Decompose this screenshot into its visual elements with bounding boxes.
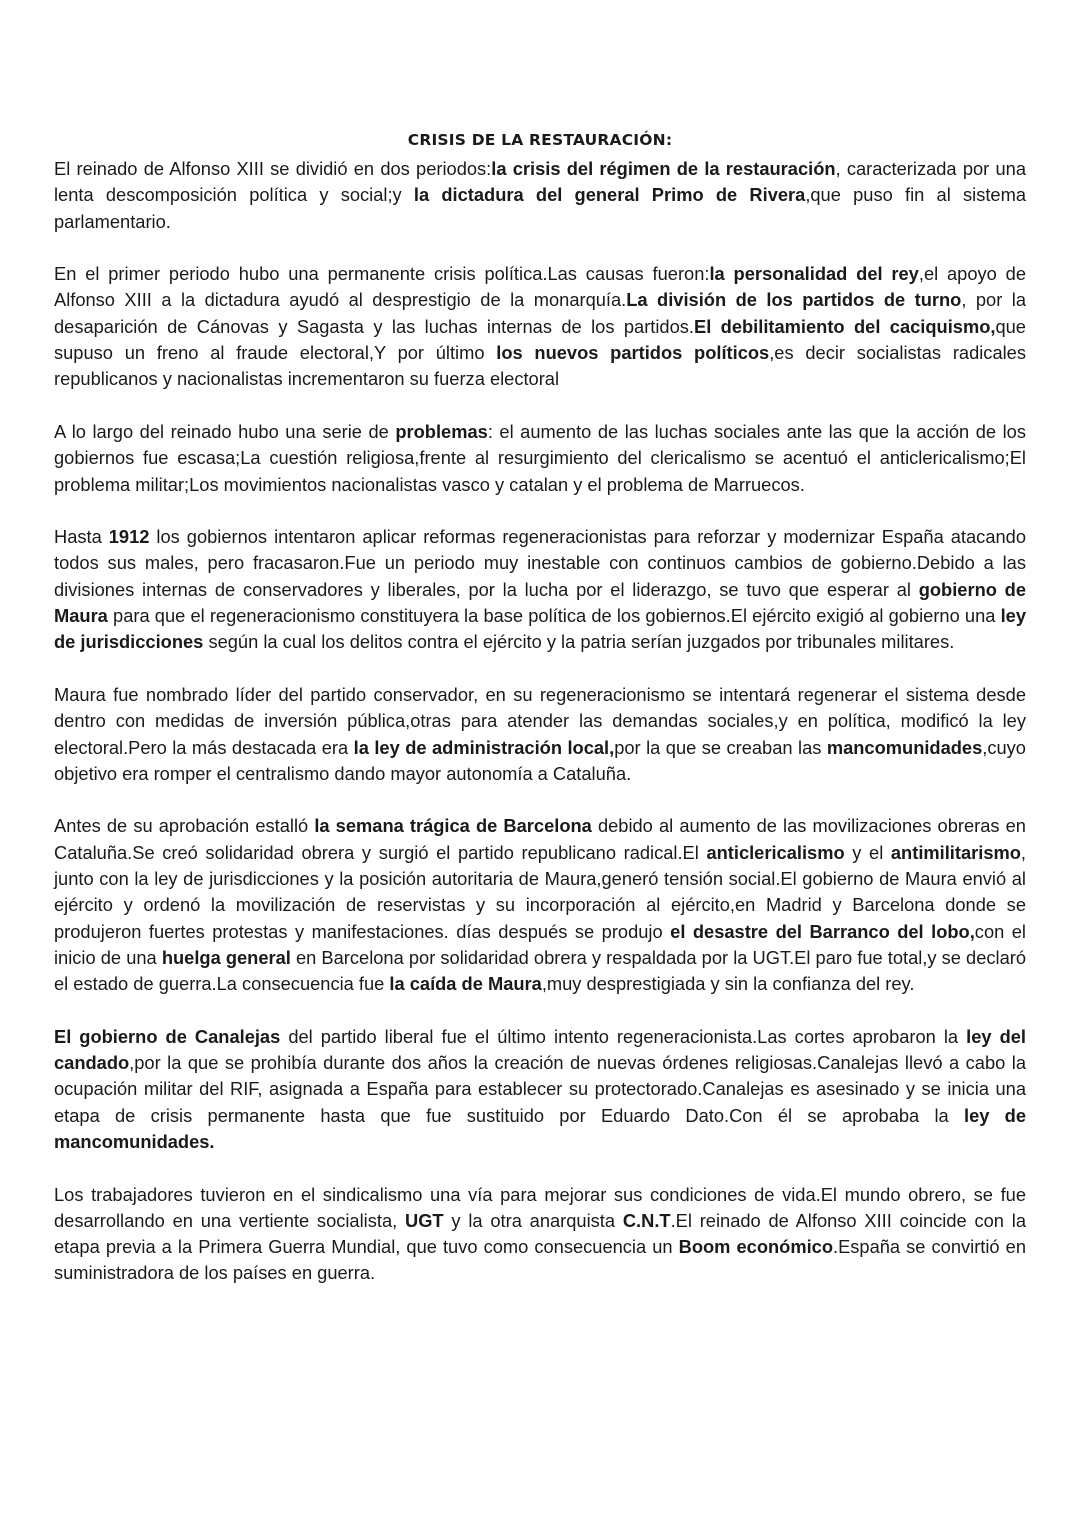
bold-text: El gobierno de Canalejas — [54, 1025, 281, 1047]
bold-text: gobierno de Maura — [54, 578, 1026, 627]
body-text: ,muy desprestigiada y sin la confianza del rey. — [541, 973, 915, 995]
paragraph — [54, 156, 1026, 235]
paragraph — [54, 1182, 1026, 1287]
body-text: y el — [844, 841, 891, 863]
body-text: para que el regeneracionismo constituyera la base política de los gobiernos.El ejército exigió al gobierno una — [107, 605, 1001, 627]
paragraph — [54, 524, 1026, 655]
body-text: .España se convirtió en suministradora de los países en guerra. — [54, 1236, 1026, 1284]
paragraph — [54, 1024, 1026, 1155]
bold-text: la ley de administración local, — [353, 736, 615, 758]
body-text: los gobiernos intentaron aplicar reformas regeneracionistas para reforzar y modernizar España atacando todos sus males, pero fracasaron.Fue un periodo muy inestable con continuos cambios de gobierno.Debido a las divisiones internas de conservadores y liberales, por la lucha por el liderazgo, se tuvo que esperar al — [54, 526, 1026, 600]
bold-text: el desastre del Barranco del lobo, — [670, 920, 975, 942]
bold-text: 1912 — [108, 526, 150, 548]
bold-text: la crisis del régimen de la restauración — [491, 158, 836, 179]
body-text: En el primer periodo hubo una permanente crisis política.Las causas fueron: — [54, 263, 710, 285]
bold-text: ley de jurisdicciones — [54, 605, 1026, 653]
bold-text: huelga general — [161, 946, 291, 968]
body-text: del partido liberal fue el último intento regeneracionista.Las cortes aprobaron la — [280, 1025, 967, 1047]
body-text: El reinado de Alfonso XIII se dividió en dos periodos: — [54, 158, 492, 179]
bold-text: La división de los partidos de turno — [626, 289, 962, 311]
body-text: con el inicio de una — [54, 920, 1026, 968]
bold-text: problemas — [395, 420, 488, 442]
body-text: Los trabajadores tuvieron en el sindicalismo una vía para mejorar sus condiciones de vida.El mundo obrero, se fue desarrollando en una vertiente socialista, — [54, 1183, 1026, 1231]
paragraph — [54, 682, 1026, 787]
body-text: : el aumento de las luchas sociales ante las que la acción de los gobiernos fue escasa;La cuestión religiosa,frente al resurgimiento del clericalismo se acentuó el anticlericalismo;El problema militar;Los movimientos nacionalistas vasco y catalan y el problema de Marruecos. — [54, 420, 1026, 495]
bold-text: El debilitamiento del caciquismo, — [694, 315, 996, 337]
body-text: , caracterizada por una lenta descomposición política y social;y — [54, 158, 1026, 206]
bold-text: los nuevos partidos políticos — [496, 342, 770, 364]
body-text: en Barcelona por solidaridad obrera y respaldada por la UGT.El paro fue total,y se declaró el estado de guerra.La consecuencia fue — [54, 946, 1027, 995]
bold-text: la dictadura del general Primo de Rivera — [413, 184, 806, 206]
body-text: , por la desaparición de Cánovas y Sagasta y las luchas internas de los partidos. — [54, 289, 1026, 337]
bold-text: la caída de Maura — [389, 973, 542, 995]
body-text: ,cuyo objetivo era romper el centralismo dando mayor autonomía a Cataluña. — [54, 736, 1026, 784]
body-text: .El reinado de Alfonso XIII coincide con la etapa previa a la Primera Guerra Mundial, que tuvo como consecuencia un — [54, 1209, 1026, 1258]
body-text: Antes de su aprobación estalló — [54, 815, 315, 837]
body-text: según la cual los delitos contra el ejército y la patria serían juzgados por tribunales militares. — [203, 631, 955, 653]
bold-text: la personalidad del rey — [709, 263, 919, 285]
body-text: y la otra anarquista — [443, 1209, 623, 1231]
bold-text: ley de mancomunidades. — [54, 1104, 1027, 1152]
bold-text: Boom económico — [678, 1236, 833, 1258]
bold-text: la semana trágica de Barcelona — [314, 815, 592, 837]
bold-text: UGT — [405, 1209, 444, 1231]
body-text: ,es decir socialistas radicales republicanos y nacionalistas incrementaron su fuerza electoral — [54, 342, 1026, 390]
paragraph — [54, 261, 1026, 392]
body-text: Maura fue nombrado líder del partido conservador, en su regeneracionismo se intentará regenerar el sistema desde dentro con medidas de inversión pública,otras para atender las demandas sociales,y en política, modificó la ley electoral.Pero la más destacada era — [54, 683, 1026, 758]
body-text: ,que puso fin al sistema parlamentario. — [54, 184, 1026, 232]
body-text: por la que se creaban las — [614, 736, 827, 758]
body-text: debido al aumento de las movilizaciones obreras en Cataluña.Se creó solidaridad obrera y surgió el partido republicano radical.El — [54, 815, 1026, 863]
body-text: ,por la que se prohibía durante dos años la creación de nuevas órdenes religiosas.Canalejas llevó a cabo la ocupación militar del RIF, asignada a España para establecer su protectorado.Canalejas es asesinado y se inicia una etapa de crisis permanente hasta que fue sustituido por Eduardo Dato.Con él se aprobaba la — [54, 1052, 1026, 1126]
bold-text: anticlericalismo — [706, 841, 845, 863]
body-text: que supuso un freno al fraude electoral,Y por último — [54, 315, 1026, 364]
bold-text: ley del candado — [54, 1025, 1027, 1074]
body-text: A lo largo del reinado hubo una serie de — [54, 420, 396, 442]
paragraph — [54, 419, 1026, 498]
body-text: ,el apoyo de Alfonso XIII a la dictadura ayudó al desprestigio de la monarquía. — [54, 263, 1026, 311]
paragraph — [54, 813, 1026, 997]
document-body — [54, 156, 1026, 1287]
bold-text: C.N.T — [622, 1209, 671, 1231]
bold-text: antimilitarismo — [890, 841, 1021, 863]
body-text: , junto con la ley de jurisdicciones y la posición autoritaria de Maura,generó tensión social.El gobierno de Maura envió al ejército y ordenó la movilización de reservistas y su incorporación al ejército,en Madrid y Barcelona donde se produjeron fuertes protestas y manifestaciones. días después se produjo — [54, 841, 1027, 942]
body-text: Hasta — [54, 526, 109, 548]
bold-text: mancomunidades — [826, 736, 983, 758]
document-title: CRISIS DE LA RESTAURACIÓN: — [407, 131, 673, 149]
